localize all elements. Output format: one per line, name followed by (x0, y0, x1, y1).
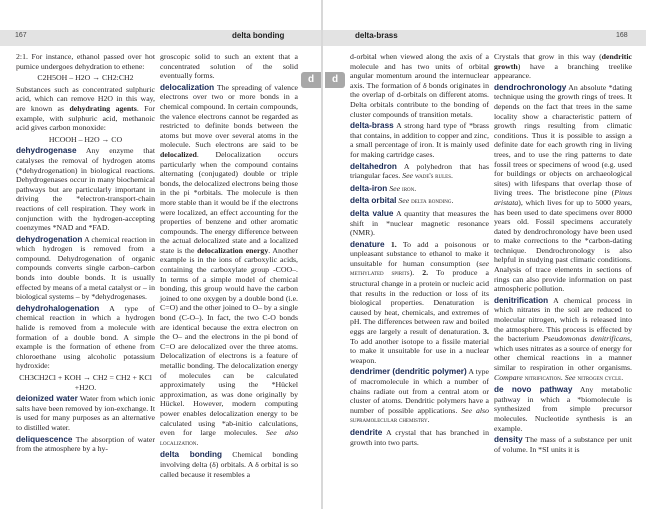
page-number: 168 (616, 32, 628, 39)
entry-text: 2:1. For instance, ethanol passed over hot pumice undergoes dehydration to ethene: (16, 52, 155, 71)
entry: dendrochronology An absolute *dating technique using the growth rings of trees. It depends on the fact that trees in the same locality show a characteristic pattern of growth rings resulting from climatic conditions. Thus it is possible to assign a definite date for each growth ring in living trees, and to use the ring patterns to date fossil trees or specimens of wood (e.g. used for buildings or objects on archaeological sites) with lifespans that overlap those of living trees. The bristlecone pine (Pinus aristata), which lives for up to 5000 years, has been used to date specimens over 8000 years old. Fossil specimens accurately dated by dendrochronology have been used to make corrections to the *carbon-dating technique. Dendrochronology is also helpful in studying past climatic conditions. Analysis of trace elements in sections of rings can also provide information on past atmospheric pollution. (494, 82, 632, 294)
formula: HCOOH – H2O → CO (48, 134, 123, 144)
running-head-bar (0, 30, 323, 46)
entry-text: d-orbital when viewed along the axis of a molecule and has two units of orbital angular momentum around the internuclear axis. The formation of δ bonds originates in the overlap of d-orbitals on different atoms. Delta orbitals contribute to the bonding of cluster compounds of transition metals. (350, 52, 489, 119)
headword: delta-iron (350, 183, 388, 193)
entry: dendrite A crystal that has branched in growth into two parts. (350, 427, 489, 447)
thumb-tab-left: d (301, 72, 321, 88)
running-head: delta-brass (355, 31, 398, 40)
headword: dendrochronology (494, 82, 567, 92)
entry: delta orbital See delta bonding. (350, 196, 454, 206)
headword: delta value (350, 208, 394, 218)
entry: delta bonding Chemical bonding involving delta (δ) orbitals. A δ orbital is so called because it resembles a (160, 450, 298, 479)
headword: dehydrogenase (16, 146, 77, 156)
entry: dendrimer (dendritic polymer) A type of macromolecule in which a number of chains radiate out from a central atom or cluster of atoms. Dendritic polymers have a number of possible applications. See also supramolecular chemistry. (350, 367, 489, 425)
running-head-bar (323, 30, 646, 46)
headword: de novo pathway (494, 385, 573, 395)
entry: denature 1. To add a poisonous or unpleasant substance to ethanol to make it unsuitable for human consumption (see methylated spirits). 2. To produce a structural change in a protein or nucleic acid that results in the reduction or loss of its biological properties. Denaturation is caused by heat, chemicals, and extremes of pH. The differences between raw and boiled eggs are largely a result of denaturation. 3. To add another isotope to a fissile material to make it unsuitable for use in a nuclear weapon. (350, 239, 490, 365)
headword: delocalization (160, 82, 215, 92)
entry: dehydrogenase Any enzyme that catalyses the removal of hydrogen atoms (*dehydrogenation) in biological reactions. Dehydrogenases occur in many biochemical pathways but are particularly important in driving the *electron-transport-chain reactions of cell respiration. They work in conjunction with the hydrogen-accepting coenzymes *NAD and *FAD. (16, 146, 155, 233)
headword: density (494, 435, 523, 445)
headword: deliquescence (16, 434, 73, 444)
entry-text: groscopic solid to such an extent that a concentrated solution of the solid eventually forms. (160, 52, 298, 81)
entry-text: Substances such as concentrated sulphuric acid, which can remove H2O in this way, are known as dehydrating agents. For example, with sulphuric acid, methanoic acid gives carbon monoxide: (16, 84, 155, 133)
entry: dehydrogenation A chemical reaction in which hydrogen is removed from a compound. Dehydrogenation of organic compounds converts single carbon–carbon bonds into double bonds. It is usually effected by means of a metal catalyst or – in biological systems – by *dehydrogenases. (16, 234, 155, 302)
headword: delta bonding (160, 450, 222, 460)
entry: de novo pathway Any metabolic pathway in which a *biomolecule is synthesized from simple precursor molecules. Nucleotide synthesis is an example. (494, 385, 632, 433)
entry-text: Crystals that grow in this way (dendritic growth) have a branching treelike appearance. (494, 52, 632, 81)
headword: dehydrohalogenation (16, 303, 100, 313)
headword: deltahedron (350, 161, 397, 171)
headword: deionized water (16, 394, 78, 404)
entry: delta-brass A strong hard type of *brass that contains, in addition to copper and zinc, a small percentage of iron. It is mainly used for making cartridge cases. (350, 121, 489, 159)
entry: denitrification A chemical process in which nitrates in the soil are reduced to molecular nitrogen, which is released into the atmosphere. This process is effected by the bacterium Pseudomonas denitrificans, which uses nitrates as a source of energy for other chemical reactions in a manner similar to respiration in other organisms. Compare nitrification. See nitrogen cycle. (494, 295, 632, 382)
formula: CH3CH2Cl + KOH → CH2 = CH2 + KCl +H2O. (19, 373, 152, 392)
entry: deionized water Water from which ionic salts have been removed by ion-exchange. It is used for many purposes as an alternative to distilled water. (16, 394, 156, 432)
entry: dehydrohalogenation A type of chemical reaction in which a hydrogen halide is removed from a molecule with formation of a double bond. A simple example is the formation of ethene from chloroethane using alcoholic potassium hydroxide: (16, 303, 155, 371)
right-page (323, 0, 646, 509)
headword: dehydrogenation (16, 234, 83, 244)
entry: delocalization The spreading of valence electrons over two or more bonds in a chemical compound. In certain compounds, the valence electrons cannot be regarded as restricted to definite bonds between the atoms but move over several atoms in the molecule. Such electrons are said to be delocalized. Delocalization occurs particularly when the compound contains alternating (conjugated) double or triple bonds, the delocalized electrons being those in the pi *orbitals. The molecule is then more stable than it would be if the electrons were localized, an effect accounting for the properties of benzene and other aromatic compounds. The energy difference between the actual delocalized state and a localized state is the delocalization energy. Another example is in the ions of carboxylic acids, containing the carboxylate group -COO–. In terms of a simple model of chemical bonding, this group would have the carbon joined to one oxygen by a double bond (i.e. C=O) and the other joined to O– by a single bond (C-O–). In fact, the two C-O bonds are identical because the extra electron on the O– and the electrons in the pi bond of C=O are delocalized over the three atoms. Delocalization of electrons is a feature of metallic bonding. The delocalization energy of molecules can be calculated approximately using the *Hückel approximation, as was done originally by Hückel. However, modern computing power enables delocalization energy to be calculated using *ab-initio calculations, even for large molecules. See also localization. (160, 82, 298, 447)
entry: delta-iron See iron. (350, 183, 417, 193)
entry: delta value A quantity that measures the shift in *nuclear magnetic resonance (NMR). (350, 208, 489, 238)
right-column-1 (350, 52, 489, 449)
headword: denature (350, 239, 385, 249)
entry: deltahedron A polyhedron that has triangular faces. See wade's rules. (350, 161, 489, 181)
left-column-2 (160, 52, 298, 481)
headword: dendrimer (dendritic polymer) (350, 367, 467, 377)
headword: denitrification (494, 295, 549, 305)
formula: C2H5OH – H2O → CH2:CH2 (37, 73, 134, 83)
headword: delta orbital (350, 196, 397, 206)
left-column-1 (16, 52, 155, 456)
entry: density The mass of a substance per unit of volume. In *SI units it is (494, 435, 632, 454)
thumb-tab-right: d (325, 72, 345, 88)
headword: dendrite (350, 427, 383, 437)
entry: deliquescence The absorption of water from the atmosphere by a hy- (16, 434, 155, 454)
page-number: 167 (15, 32, 27, 39)
running-head: delta bonding (232, 31, 285, 40)
right-column-2 (494, 52, 632, 456)
headword: delta-brass (350, 121, 394, 131)
